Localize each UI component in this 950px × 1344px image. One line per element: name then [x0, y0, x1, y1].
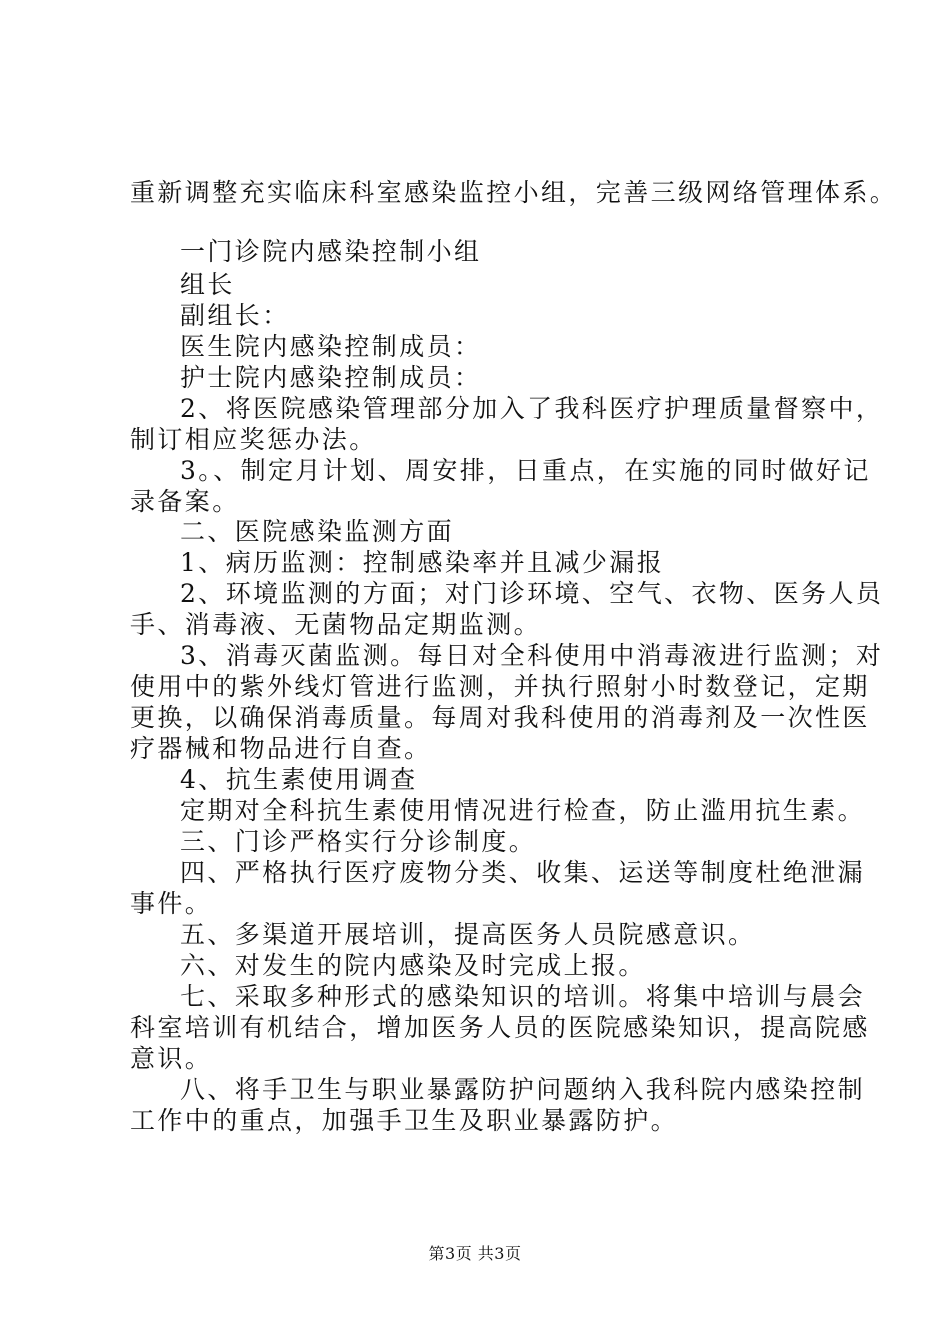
section-heading: 二、医院感染监测方面	[180, 517, 455, 546]
text-line: 组长	[180, 270, 235, 299]
text-line: 疗器械和物品进行自查。	[130, 734, 432, 763]
section-heading: 八、将手卫生与职业暴露防护问题纳入我科院内感染控制	[180, 1075, 866, 1104]
text-line: 医生院内感染控制成员：	[180, 332, 482, 361]
text-line: 科室培训有机结合，增加医务人员的医院感染知识，提高院感	[130, 1013, 870, 1042]
text-line: 更换，以确保消毒质量。每周对我科使用的消毒剂及一次性医	[130, 703, 870, 732]
text-line: 护士院内感染控制成员：	[180, 363, 482, 392]
text-line: 2、将医院感染管理部分加入了我科医疗护理质量督察中，	[180, 394, 884, 423]
section-heading: 六、对发生的院内感染及时完成上报。	[180, 951, 646, 980]
text-line: 使用中的紫外线灯管进行监测，并执行照射小时数登记，定期	[130, 672, 870, 701]
text-line: 1、病历监测：控制感染率并且减少漏报	[180, 548, 665, 577]
text-line: 4、抗生素使用调查	[180, 765, 418, 794]
page-number-footer: 第3页 共3页	[428, 1244, 522, 1263]
text-line: 重新调整充实临床科室感染监控小组，完善三级网络管理体系。	[130, 178, 898, 207]
section-heading: 三、门诊严格实行分诊制度。	[180, 827, 537, 856]
text-line: 意识。	[130, 1044, 213, 1073]
text-line: 手、消毒液、无菌物品定期监测。	[130, 610, 542, 639]
text-line: 事件。	[130, 889, 213, 918]
text-line: 制订相应奖惩办法。	[130, 425, 377, 454]
text-line: 录备案。	[130, 487, 240, 516]
section-heading: 四、严格执行医疗废物分类、收集、运送等制度杜绝泄漏	[180, 858, 866, 887]
text-line: 2、环境监测的方面；对门诊环境、空气、衣物、医务人员	[180, 579, 884, 608]
section-heading: 七、采取多种形式的感染知识的培训。将集中培训与晨会	[180, 982, 866, 1011]
section-heading: 五、多渠道开展培训，提高医务人员院感意识。	[180, 920, 756, 949]
text-line: 3。、制定月计划、周安排，日重点，在实施的同时做好记	[180, 456, 871, 485]
text-line: 3、消毒灭菌监测。每日对全科使用中消毒液进行监测；对	[180, 641, 884, 670]
text-line: 定期对全科抗生素使用情况进行检查，防止滥用抗生素。	[180, 796, 866, 825]
text-line: 工作中的重点，加强手卫生及职业暴露防护。	[130, 1106, 679, 1135]
text-line: 副组长：	[180, 301, 290, 330]
text-line: 一门诊院内感染控制小组	[180, 237, 482, 266]
